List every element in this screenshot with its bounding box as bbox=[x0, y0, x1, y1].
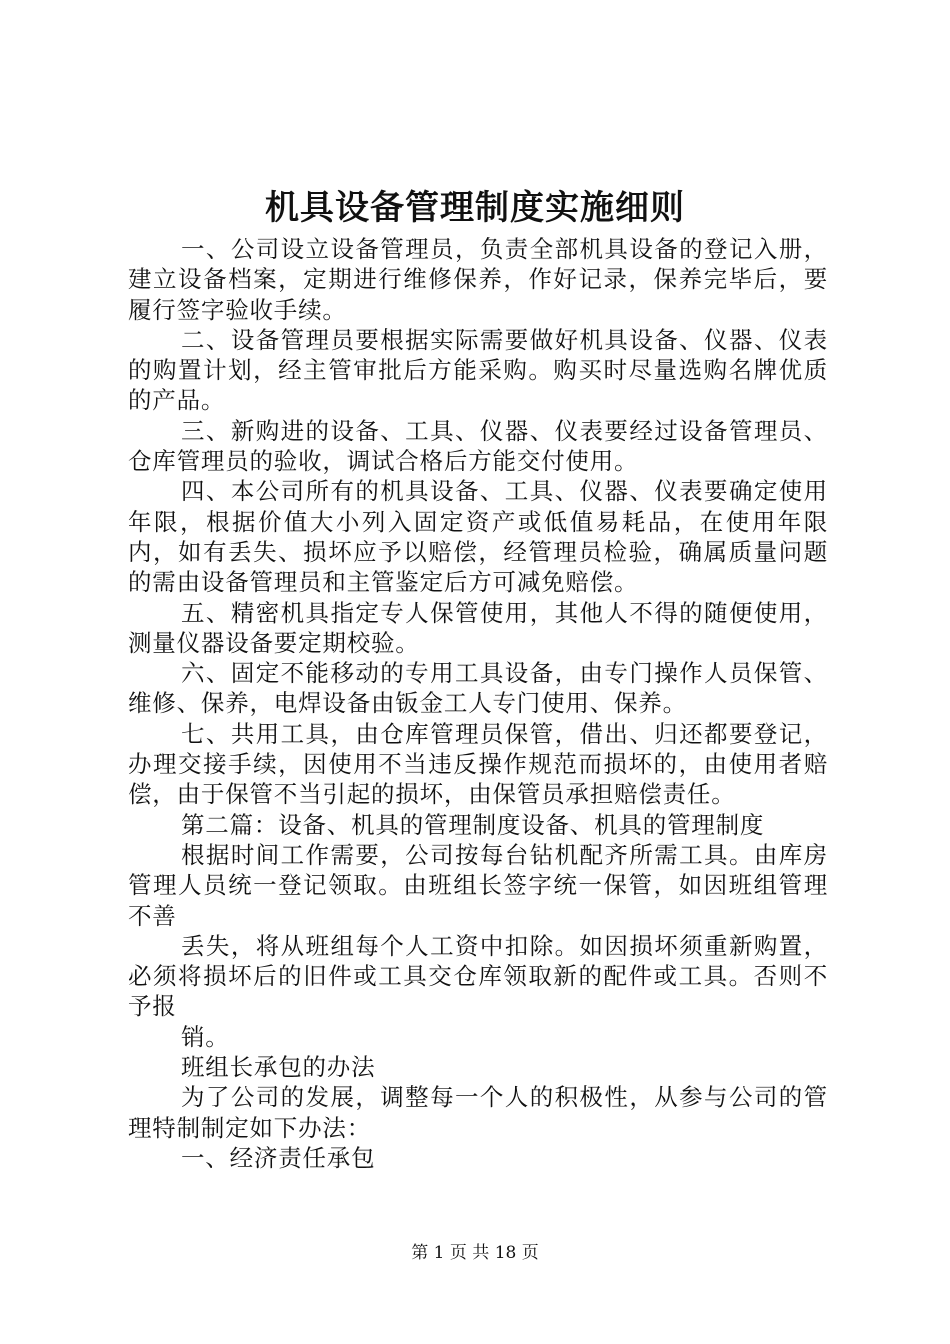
document-title: 机具设备管理制度实施细则 bbox=[265, 188, 685, 228]
paragraph-3: 三、新购进的设备、工具、仪器、仪表要经过设备管理员、仓库管理员的验收，调试合格后方能交付使用。 bbox=[128, 416, 828, 476]
paragraph-10: 销。 bbox=[181, 1022, 230, 1051]
paragraph-4: 四、本公司所有的机具设备、工具、仪器、仪表要确定使用年限，根据价值大小列入固定资产或低值易耗品，在使用年限内，如有丢失、损坏应予以赔偿，经管理员检验，确属质量问题的需由设备管理员和主管鉴定后方可减免赔偿。 bbox=[128, 477, 828, 597]
paragraph-1: 一、公司设立设备管理员，负责全部机具设备的登记入册，建立设备档案，定期进行维修保养，作好记录，保养完毕后，要履行签字验收手续。 bbox=[128, 235, 828, 324]
subheading-economic-responsibility: 一、经济责任承包 bbox=[181, 1143, 376, 1172]
section-heading-second-part: 第二篇：设备、机具的管理制度设备、机具的管理制度 bbox=[181, 810, 765, 839]
subheading-team-leader: 班组长承包的办法 bbox=[181, 1053, 376, 1082]
page-number: 第 1 页 共 18 页 bbox=[411, 1243, 539, 1263]
paragraph-6: 六、固定不能移动的专用工具设备，由专门操作人员保管、维修、保养，电焊设备由钣金工人专门使用、保养。 bbox=[128, 659, 828, 718]
paragraph-5: 五、精密机具指定专人保管使用，其他人不得的随便使用，测量仪器设备要定期校验。 bbox=[128, 598, 828, 657]
paragraph-8: 根据时间工作需要，公司按每台钻机配齐所需工具。由库房管理人员统一登记领取。由班组长签字统一保管，如因班组管理不善 bbox=[128, 840, 828, 930]
paragraph-7: 七、共用工具，由仓库管理员保管，借出、归还都要登记，办理交接手续，因使用不当违反操作规范而损坏的，由使用者赔偿，由于保管不当引起的损坏，由保管员承担赔偿责任。 bbox=[128, 719, 828, 809]
paragraph-11: 为了公司的发展，调整每一个人的积极性，从参与公司的管理特制制定如下办法： bbox=[128, 1083, 828, 1142]
paragraph-9: 丢失，将从班组每个人工资中扣除。如因损坏须重新购置，必须将损坏后的旧件或工具交仓库领取新的配件或工具。否则不予报 bbox=[128, 931, 828, 1021]
document-body bbox=[128, 234, 828, 1173]
paragraph-2: 二、设备管理员要根据实际需要做好机具设备、仪器、仪表的购置计划，经主管审批后方能采购。购买时尽量选购名牌优质的产品。 bbox=[128, 325, 828, 415]
